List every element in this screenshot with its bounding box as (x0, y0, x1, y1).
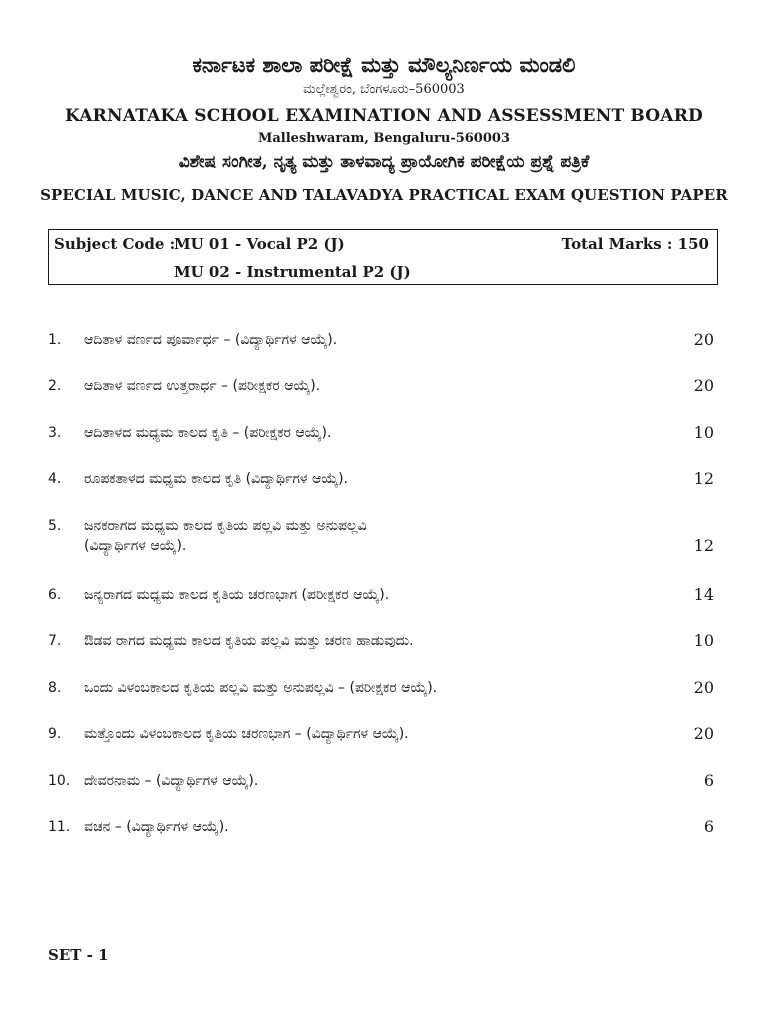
question-number: 6. (48, 587, 62, 603)
board-title-english: KARNATAKA SCHOOL EXAMINATION AND ASSESSMENT BOARD (65, 106, 703, 126)
board-address-english: Malleshwaram, Bengaluru-560003 (257, 131, 510, 146)
question-text: ಜನ್ಯರಾಗದ ಮಧ್ಯಮ ಕಾಲದ ಕೃತಿಯ ಚರಣಭಾಗ (ಪರೀಕ್ಷಕರ ಆಯ್ಕೆ). (84, 587, 390, 603)
set-label: SET - 1 (48, 946, 109, 964)
question-text: ರೂಪಕತಾಳದ ಮಧ್ಯಮ ಕಾಲದ ಕೃತಿ (ವಿದ್ಯಾರ್ಥಿಗಳ ಆಯ್ಕೆ). (84, 471, 349, 487)
question-number: 8. (48, 680, 62, 696)
question-marks: 10 (693, 423, 714, 442)
question-text-line-1: ಜನಕರಾಗದ ಮಧ್ಯಮ ಕಾಲದ ಕೃತಿಯ ಪಲ್ಲವಿ ಮತ್ತು ಅನುಪಲ್ಲವಿ (84, 518, 367, 534)
board-title-kannada: ಕರ್ನಾಟಕ ಶಾಲಾ ಪರೀಕ್ಷೆ ಮತ್ತು ಮೌಲ್ಯನಿರ್ಣಯ ಮಂಡಲಿ (192, 52, 576, 77)
question-text: ಮತ್ತೊಂದು ವಿಳಂಬಕಾಲದ ಕೃತಿಯ ಚರಣಭಾಗ – (ವಿದ್ಯಾರ್ಥಿಗಳ ಆಯ್ಕೆ). (84, 726, 409, 742)
question-number: 5. (48, 518, 62, 534)
question-item (48, 516, 714, 560)
question-text: ಆದಿತಾಳದ ಮಧ್ಯಮ ಕಾಲದ ಕೃತಿ – (ಪರೀಕ್ಷಕರ ಆಯ್ಕೆ). (84, 425, 332, 441)
paper-title-english: SPECIAL MUSIC, DANCE AND TALAVADYA PRACTICAL EXAM QUESTION PAPER (40, 186, 728, 204)
board-address-kannada: ಮಲ್ಲೇಶ್ವರಂ, ಬೆಂಗಳೂರು–560003 (303, 82, 465, 97)
question-marks: 12 (693, 469, 714, 488)
question-text: ಆದಿತಾಳ ವರ್ಣದ ಉತ್ತರಾರ್ಧ – (ಪರೀಕ್ಷಕರ ಆಯ್ಕೆ). (84, 378, 321, 394)
question-marks: 20 (693, 678, 714, 697)
question-marks: 10 (693, 631, 714, 650)
question-text: ಒಂದು ವಿಳಂಬಕಾಲದ ಕೃತಿಯ ಪಲ್ಲವಿ ಮತ್ತು ಅನುಪಲ್ಲವಿ – (ಪರೀಕ್ಷಕರ ಆಯ್ಕೆ). (84, 680, 438, 696)
question-number: 11. (48, 819, 71, 835)
paper-title-kannada: ವಿಶೇಷ ಸಂಗೀತ, ನೃತ್ಯ ಮತ್ತು ತಾಳವಾದ್ಯ ಪ್ರಾಯೋಗಿಕ ಪರೀಕ್ಷೆಯ ಪ್ರಶ್ನೆ ಪತ್ರಿಕೆ (178, 152, 590, 172)
subject-info-box (48, 229, 718, 285)
subject-code-instrumental: MU 02 - Instrumental P2 (J) (174, 263, 411, 281)
question-marks: 20 (693, 724, 714, 743)
question-text: ದೇವರನಾಮ – (ವಿದ್ಯಾರ್ಥಿಗಳ ಆಯ್ಕೆ). (84, 773, 259, 789)
subject-code-vocal: MU 01 - Vocal P2 (J) (174, 235, 345, 253)
question-text-line-2: (ವಿದ್ಯಾರ್ಥಿಗಳ ಆಯ್ಕೆ). (84, 538, 187, 554)
subject-code-label: Subject Code : (54, 235, 176, 253)
question-text: ಆದಿತಾಳ ವರ್ಣದ ಪೂರ್ವಾರ್ಧ – (ವಿದ್ಯಾರ್ಥಿಗಳ ಆಯ್ಕೆ). (84, 332, 338, 348)
question-number: 9. (48, 726, 62, 742)
question-marks: 6 (703, 771, 714, 790)
question-marks: 20 (693, 330, 714, 349)
question-marks: 6 (703, 817, 714, 836)
question-number: 10. (48, 773, 71, 789)
question-text (84, 516, 644, 556)
question-number: 3. (48, 425, 62, 441)
total-marks: Total Marks : 150 (561, 235, 709, 253)
question-number: 7. (48, 633, 62, 649)
question-marks: 12 (693, 536, 714, 555)
question-number: 1. (48, 332, 62, 348)
question-marks: 20 (693, 376, 714, 395)
question-number: 2. (48, 378, 62, 394)
question-text: ವಚನ – (ವಿದ್ಯಾರ್ಥಿಗಳ ಆಯ್ಕೆ). (84, 819, 229, 835)
question-text: ಔಡವ ರಾಗದ ಮಧ್ಯಮ ಕಾಲದ ಕೃತಿಯ ಪಲ್ಲವಿ ಮತ್ತು ಚರಣ ಹಾಡುವುದು. (84, 633, 414, 649)
question-marks: 14 (693, 585, 714, 604)
question-number: 4. (48, 471, 62, 487)
